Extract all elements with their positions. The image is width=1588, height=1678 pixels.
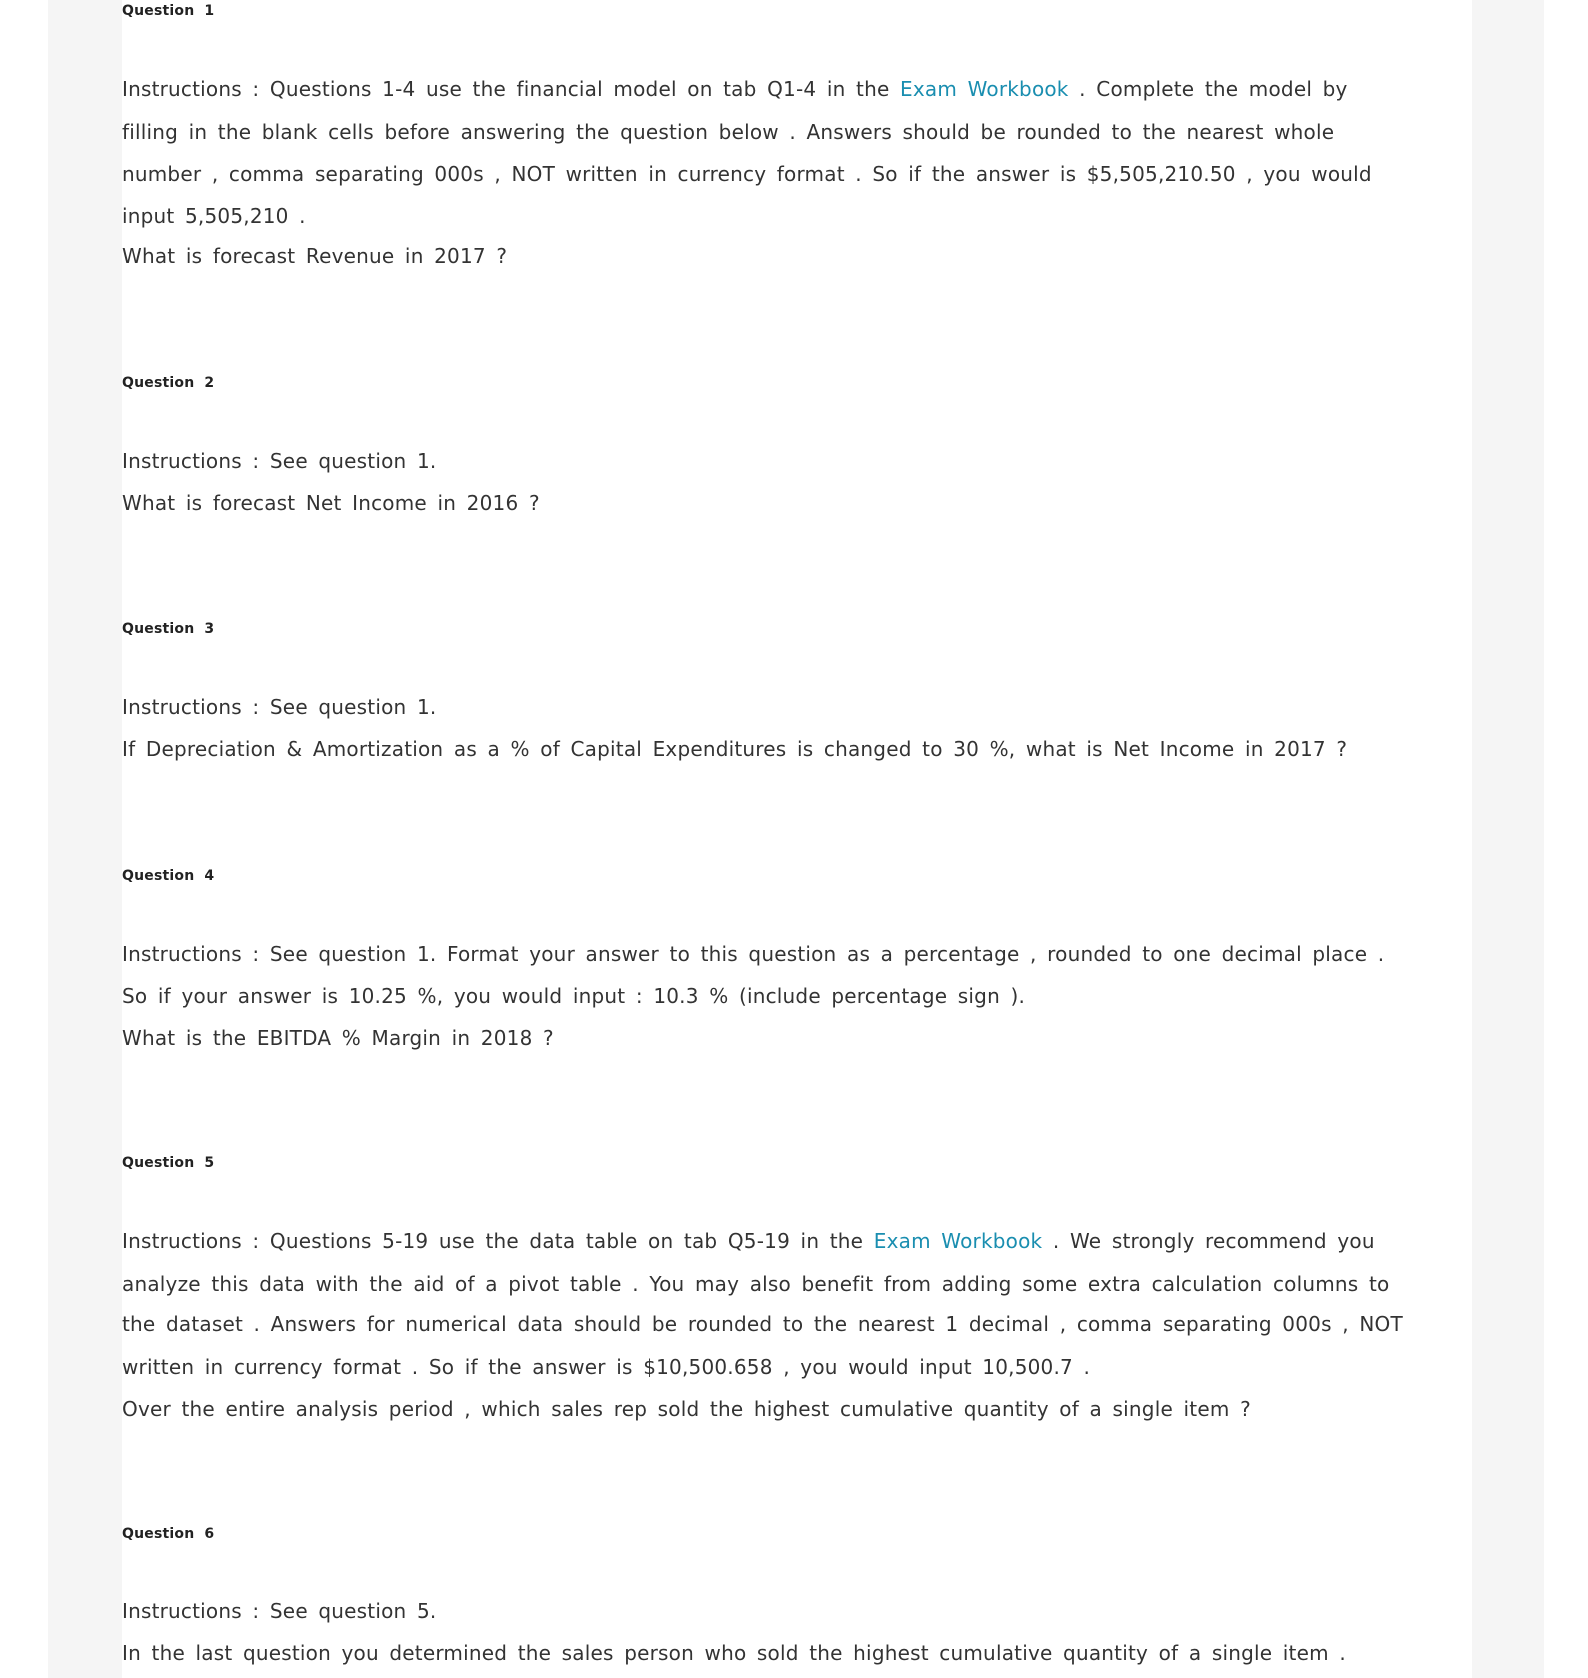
question-2-line-1: Instructions : See question 1. — [122, 449, 437, 473]
question-1-line-4: input 5,505,210 . — [122, 204, 306, 228]
question-5-line-3: the dataset . Answers for numerical data should be rounded to the nearest 1 decimal , comma separating 000s , NOT — [122, 1312, 1403, 1336]
question-3-heading — [122, 621, 214, 637]
question-number: 3 — [204, 621, 215, 637]
question-2-heading — [122, 375, 214, 391]
question-label: Question — [122, 3, 195, 19]
question-6-line-2: In the last question you determined the sales person who sold the highest cumulative quantity of a single item . — [122, 1641, 1346, 1665]
question-number: 6 — [204, 1526, 215, 1542]
question-5-line-2: analyze this data with the aid of a pivot table . You may also benefit from adding some extra calculation columns to — [122, 1272, 1390, 1296]
exam-workbook-link[interactable]: Exam Workbook — [900, 77, 1069, 101]
question-number: 1 — [204, 3, 215, 19]
question-2-prompt: What is forecast Net Income in 2016 ? — [122, 491, 540, 515]
question-4-heading — [122, 868, 214, 884]
question-label: Question — [122, 621, 195, 637]
question-6-heading — [122, 1526, 214, 1542]
question-label: Question — [122, 375, 195, 391]
question-number: 5 — [204, 1155, 215, 1171]
question-1-line-2: filling in the blank cells before answering the question below . Answers should be rounded to the nearest whole — [122, 120, 1335, 144]
question-5-prompt: Over the entire analysis period , which sales rep sold the highest cumulative quantity of a single item ? — [122, 1397, 1251, 1421]
question-label: Question — [122, 1526, 195, 1542]
question-1-prompt: What is forecast Revenue in 2017 ? — [122, 244, 508, 268]
question-number: 4 — [204, 868, 215, 884]
question-4-line-2: So if your answer is 10.25 %, you would input : 10.3 % (include percentage sign ). — [122, 984, 1026, 1008]
question-4-line-1: Instructions : See question 1. Format your answer to this question as a percentage , rounded to one decimal place . — [122, 942, 1385, 966]
question-1-text: Instructions : Questions 1-4 use the financial model on tab Q1-4 in the — [122, 77, 901, 101]
question-5-text-after-link: . We strongly recommend you — [1042, 1229, 1375, 1253]
question-3-line-1: Instructions : See question 1. — [122, 695, 437, 719]
question-1-heading — [122, 3, 214, 19]
question-5-line-1 — [122, 1229, 1375, 1253]
question-5-heading — [122, 1155, 214, 1171]
question-number: 2 — [204, 375, 215, 391]
question-1-text-after-link: . Complete the model by — [1068, 77, 1348, 101]
question-5-text: Instructions : Questions 5-19 use the data table on tab Q5-19 in the — [122, 1229, 874, 1253]
question-4-prompt: What is the EBITDA % Margin in 2018 ? — [122, 1026, 554, 1050]
question-1-line-3: number , comma separating 000s , NOT written in currency format . So if the answer is $5,505,210.50 , you would — [122, 162, 1372, 186]
question-3-prompt: If Depreciation & Amortization as a % of Capital Expenditures is changed to 30 %, what is Net Income in 2017 ? — [122, 737, 1348, 761]
question-5-line-4: written in currency format . So if the answer is $10,500.658 , you would input 10,500.7 . — [122, 1355, 1091, 1379]
question-1-line-1 — [122, 77, 1348, 101]
exam-workbook-link[interactable]: Exam Workbook — [873, 1229, 1043, 1253]
question-6-line-1: Instructions : See question 5. — [122, 1599, 437, 1623]
question-label: Question — [122, 868, 195, 884]
question-label: Question — [122, 1155, 195, 1171]
